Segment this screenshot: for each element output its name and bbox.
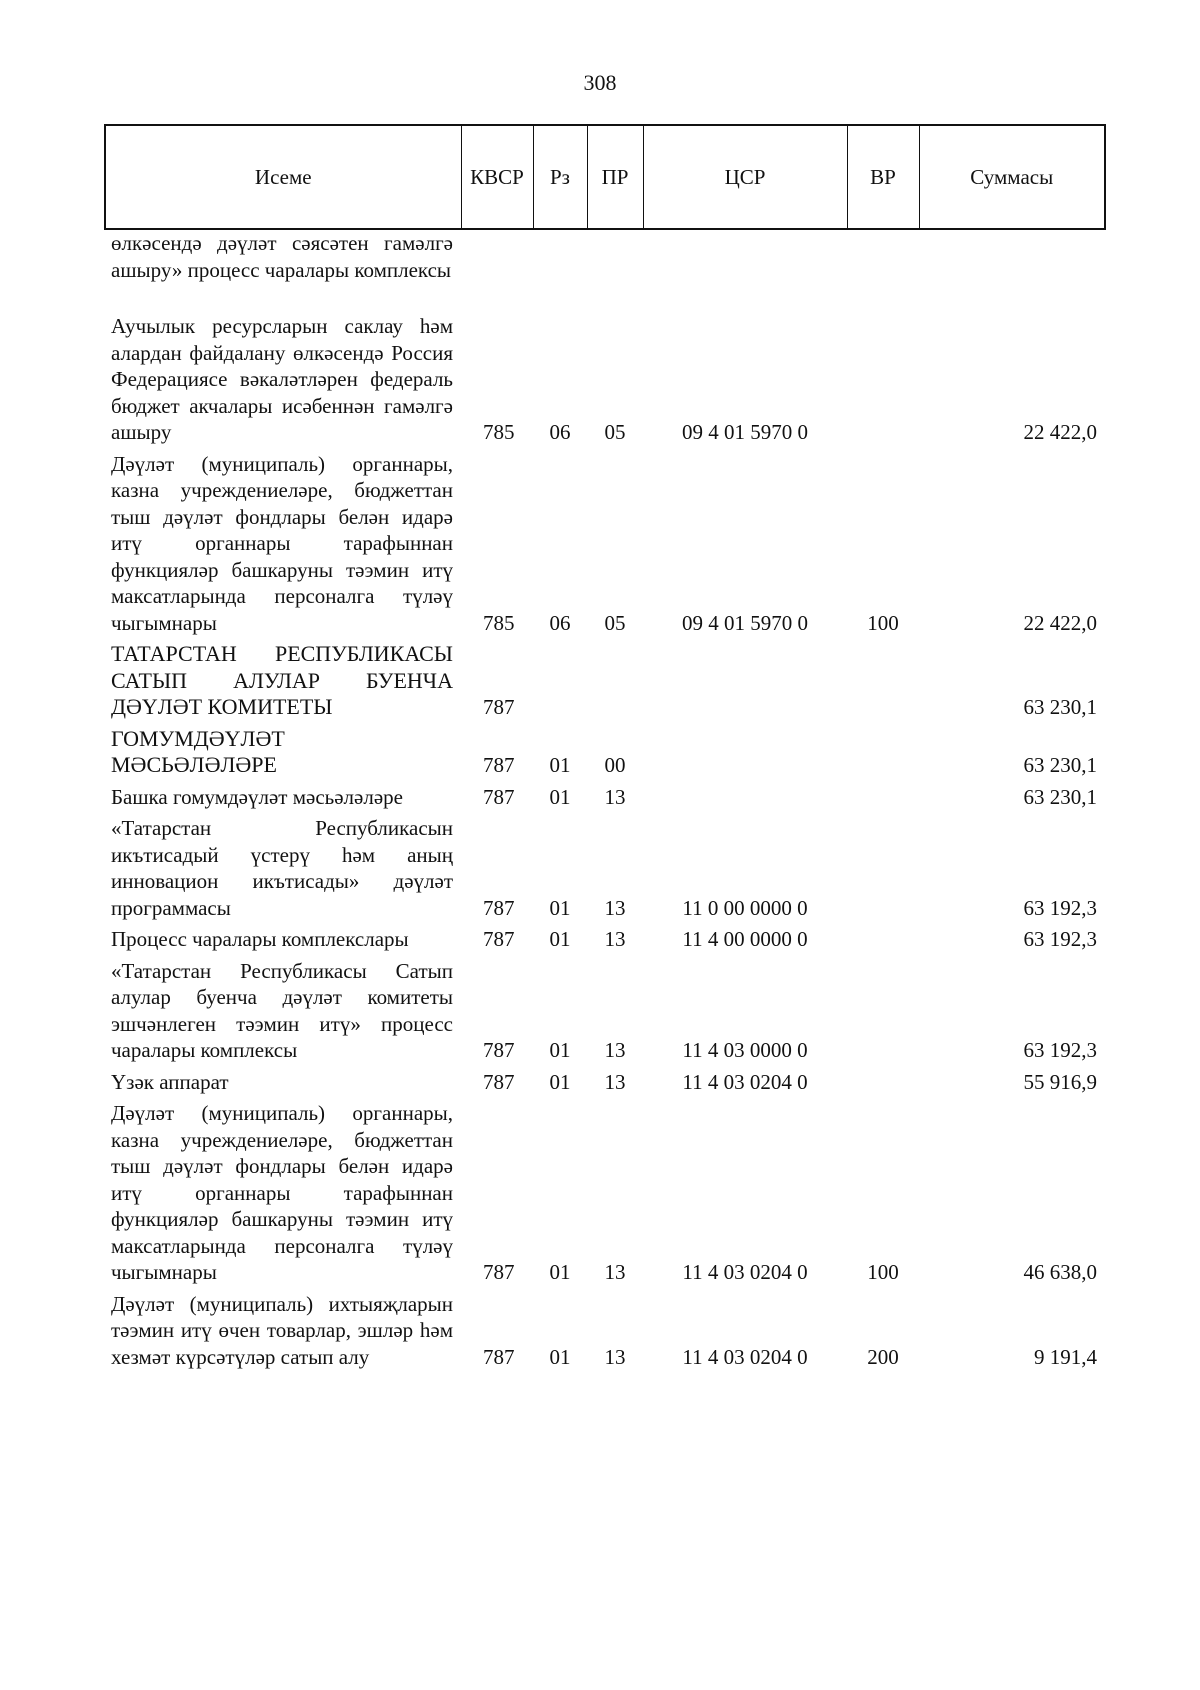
row-sum: 63 192,3 [1023,927,1097,951]
row-kvsr: 787 [483,695,515,719]
row-sum [919,229,1105,311]
row-pr: 05 [604,420,626,444]
row-rz [533,639,587,724]
row-sum: 63 230,1 [1023,753,1097,777]
row-sum: 22 422,0 [1023,420,1097,444]
row-csr [643,229,847,311]
table-row [105,1289,1105,1374]
row-pr: 13 [604,895,626,920]
row-rz: 06 [549,420,571,444]
table-row [105,724,1105,782]
row-csr: 11 0 00 0000 0 [682,895,808,920]
row-kvsr: 787 [483,927,515,951]
header-kvsr: КВСР [461,125,533,229]
row-rz: 01 [549,753,571,777]
row-kvsr [461,229,533,311]
table-row [105,449,1105,640]
row-name: ГОМУМДӘҮЛӘТ МӘСЬӘЛӘЛӘРЕ [111,725,285,777]
row-rz: 01 [549,895,571,920]
row-vr: 100 [867,1260,899,1284]
row-csr [643,639,847,724]
header-vr: ВР [847,125,919,229]
row-csr: 11 4 03 0204 0 [682,1260,808,1284]
row-rz: 06 [549,610,571,635]
row-csr [643,724,847,782]
table-row [105,782,1105,814]
row-name: «Татарстан Республикасын икътисадый үстерү һәм аның инновацион икътисады» дәүләт программасы [111,816,453,920]
row-vr [847,639,919,724]
row-name: өлкәсендә дәүләт сәясәтен гамәлгә ашыру» процесс чаралары комплексы [111,231,453,282]
header-rz: Рз [533,125,587,229]
row-csr: 11 4 03 0204 0 [682,1344,808,1369]
row-vr [847,229,919,311]
table-row [105,1067,1105,1099]
page-number: 308 [583,70,617,95]
row-kvsr: 787 [483,1069,515,1094]
row-rz: 01 [549,784,571,809]
row-csr: 09 4 01 5970 0 [682,610,808,635]
row-name: Аучылык ресурсларын саклау һәм алардан файдалану өлкәсендә Россия Федерациясе вәкаләтләрен федераль бюджет акчалары исәбеннән гамәлгә ашыру [111,314,453,444]
row-name: Дәүләт (муниципаль) ихтыяҗларын тәэмин итү өчен товарлар, эшләр һәм хезмәт күрсәтүләр сатып алу [111,1291,453,1369]
header-name: Исеме [105,125,461,229]
row-csr: 09 4 01 5970 0 [682,420,808,444]
row-sum: 55 916,9 [1023,1069,1097,1094]
table-row [105,1098,1105,1289]
table-body [105,229,1105,1373]
row-csr: 11 4 03 0000 0 [682,1038,808,1062]
row-pr: 13 [604,784,626,809]
row-kvsr: 787 [483,784,515,809]
row-sum: 63 192,3 [1023,895,1097,920]
row-sum: 46 638,0 [1023,1260,1097,1284]
row-rz: 01 [549,1260,571,1284]
table-row [105,311,1105,449]
row-csr: 11 4 00 0000 0 [682,927,808,951]
row-pr [587,639,643,724]
row-kvsr: 787 [483,895,515,920]
table-row [105,956,1105,1067]
table-row [105,639,1105,724]
row-kvsr: 787 [483,1260,515,1284]
row-vr [847,1067,919,1099]
table-row [105,924,1105,956]
row-sum: 63 192,3 [1023,1038,1097,1062]
row-name: «Татарстан Республикасы Сатып алулар буенча дәүләт комитеты эшчәнлеген тәэмин итү» процесс чаралары комплексы [111,958,453,1062]
row-vr [847,311,919,449]
row-name: Үзәк аппарат [111,1069,229,1094]
row-vr [847,782,919,814]
row-pr: 05 [604,610,626,635]
row-kvsr: 787 [483,1344,515,1369]
header-sum: Суммасы [919,125,1105,229]
row-vr [847,724,919,782]
row-kvsr: 785 [483,610,515,635]
row-vr: 200 [867,1344,899,1369]
table-row [105,229,1105,311]
row-rz: 01 [549,927,571,951]
header-csr: ЦСР [643,125,847,229]
row-name: Процесс чаралары комплекслары [111,927,409,951]
header-row [105,125,1105,229]
row-vr [847,813,919,924]
row-vr [847,956,919,1067]
row-sum: 63 230,1 [1023,695,1097,719]
row-csr [643,782,847,814]
budget-table [104,124,1106,1373]
row-sum: 63 230,1 [1023,784,1097,809]
row-pr: 00 [604,753,626,777]
row-rz: 01 [549,1344,571,1369]
row-kvsr: 787 [483,753,515,777]
header-pr: ПР [587,125,643,229]
row-vr: 100 [867,610,899,635]
row-pr: 13 [604,1038,626,1062]
row-pr [587,229,643,311]
row-name: ТАТАРСТАН РЕСПУБЛИКАСЫ САТЫП АЛУЛАР БУЕНЧА ДӘҮЛӘТ КОМИТЕТЫ [111,641,453,719]
row-rz: 01 [549,1069,571,1094]
row-name: Башка гомумдәүләт мәсьәләләре [111,784,403,809]
row-sum: 9 191,4 [1034,1344,1097,1369]
row-rz [533,229,587,311]
row-kvsr: 785 [483,420,515,444]
row-pr: 13 [604,1344,626,1369]
row-vr [847,924,919,956]
row-name: Дәүләт (муниципаль) органнары, казна учреждениеләре, бюджеттан тыш дәүләт фондлары белән идарә итү органнары тарафыннан функцияләр башкаруны тәэмин итү максатларында персоналга түләү чыгымнары [111,451,453,635]
row-pr: 13 [604,927,626,951]
table-row [105,813,1105,924]
table-header [105,125,1105,229]
row-rz: 01 [549,1038,571,1062]
row-pr: 13 [604,1260,626,1284]
row-kvsr: 787 [483,1038,515,1062]
row-sum: 22 422,0 [1023,610,1097,635]
row-name: Дәүләт (муниципаль) органнары, казна учреждениеләре, бюджеттан тыш дәүләт фондлары белән идарә итү органнары тарафыннан функцияләр башкаруны тәэмин итү максатларында персоналга түләү чыгымнары [111,1101,453,1284]
row-pr: 13 [604,1069,626,1094]
row-csr: 11 4 03 0204 0 [682,1069,808,1094]
